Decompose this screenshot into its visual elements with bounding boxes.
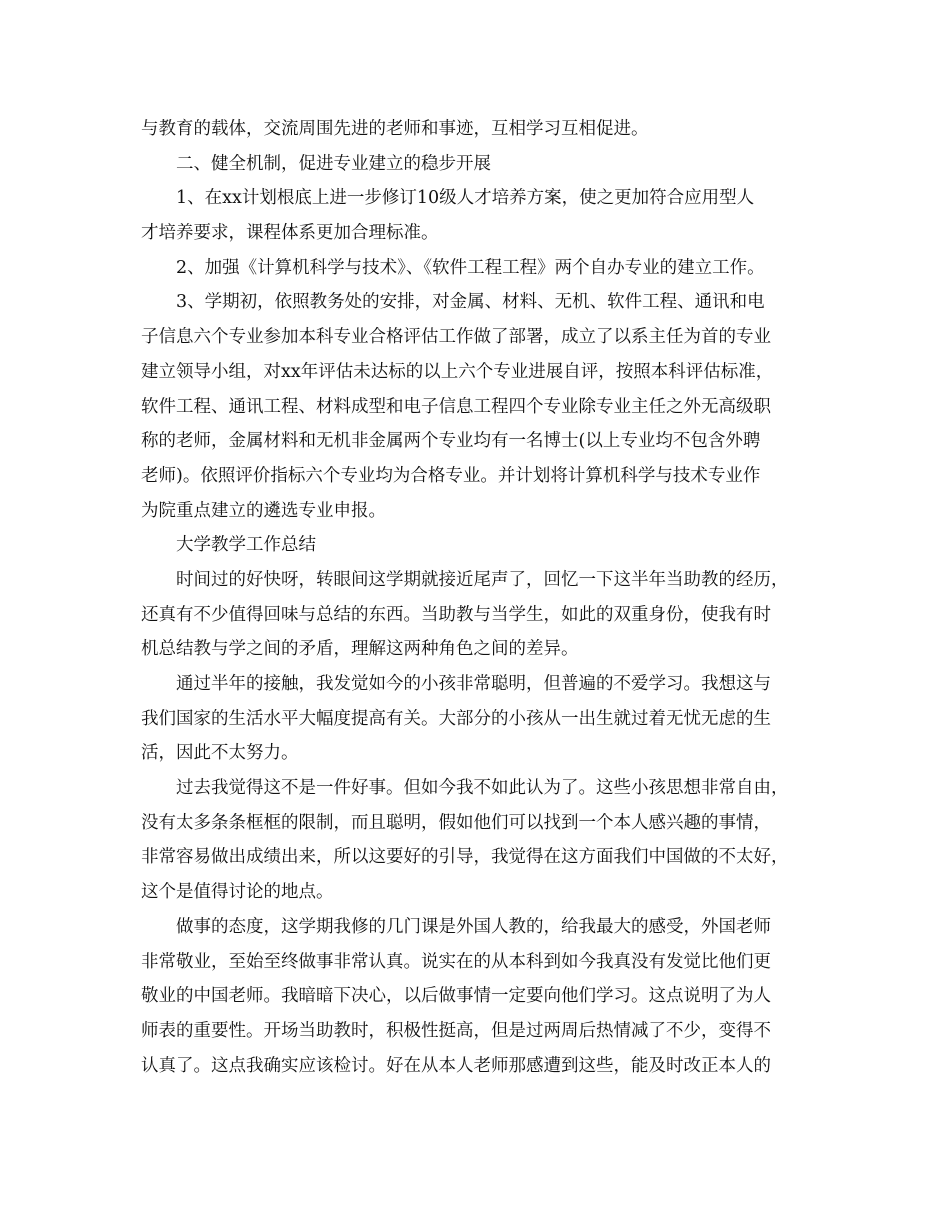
text-line: 还真有不少值得回味与总结的东西。当助教与当学生，如此的双重身份，使我有时: [141, 604, 771, 625]
text-line: 3、学期初，依照教务处的安排，对金属、材料、无机、软件工程、通讯和电: [176, 292, 765, 313]
text-line: 通过半年的接触，我发觉如今的小孩非常聪明，但普遍的不爱学习。我想这与: [176, 674, 771, 694]
text-line: 建立领导小组，对xx年评估未达标的以上六个专业进展自评，按照本科评估标准，: [141, 361, 774, 382]
text-line: 才培养要求，课程体系更加合理标准。: [141, 223, 439, 244]
text-line: 活，因此不太努力。: [141, 743, 299, 764]
document-body: [141, 112, 831, 1083]
text-line: 过去我觉得这不是一件好事。但如今我不如此认为了。这些小孩思想非常自由，: [176, 778, 789, 799]
text-line: 认真了。这点我确实应该检讨。好在从本人老师那感遭到这些，能及时改正本人的: [141, 1055, 771, 1076]
text-line: 我们国家的生活水平大幅度提高有关。大部分的小孩从一出生就过着无忧无虑的生: [141, 708, 771, 729]
text-line: 1、在xx计划根底上进一步修订10级人才培养方案，使之更加符合应用型人: [176, 188, 755, 209]
text-line: 做事的态度，这学期我修的几门课是外国人教的，给我最大的感受，外国老师: [176, 916, 771, 937]
text-line: 老师)。依照评价指标六个专业均为合格专业。并计划将计算机科学与技术专业作: [141, 465, 761, 486]
text-line: 称的老师，金属材料和无机非金属两个专业均有一名博士(以上专业均不包含外聘: [141, 431, 761, 452]
text-line: 与教育的载体，交流周围先进的老师和事迹，互相学习互相促进。: [141, 119, 649, 139]
text-line: 2、加强《计算机科学与技术》、《软件工程工程》两个自办专业的建立工作。: [176, 257, 765, 278]
text-line: 二、健全机制，促进专业建立的稳步开展: [176, 153, 491, 174]
text-line: 子信息六个专业参加本科专业合格评估工作做了部署，成立了以系主任为首的专业: [141, 327, 771, 348]
text-line: 软件工程、通讯工程、材料成型和电子信息工程四个专业除专业主任之外无高级职: [141, 396, 771, 417]
text-line: 非常敬业，至始至终做事非常认真。说实在的从本科到如今我真没有发觉比他们更: [141, 951, 771, 972]
text-line: 敬业的中国老师。我暗暗下决心，以后做事情一定要向他们学习。这点说明了为人: [141, 986, 771, 1007]
text-line: 大学教学工作总结: [176, 535, 316, 556]
text-line: 这个是值得讨论的地点。: [141, 882, 334, 903]
text-line: 时间过的好快呀，转眼间这学期就接近尾声了，回忆一下这半年当助教的经历，: [176, 569, 789, 590]
text-line: 没有太多条条框框的限制，而且聪明，假如他们可以找到一个本人感兴趣的事情，: [141, 812, 771, 833]
text-line: 非常容易做出成绩出来，所以这要好的引导，我觉得在这方面我们中国做的不太好，: [141, 847, 789, 868]
text-line: 为院重点建立的遴选专业申报。: [141, 500, 386, 521]
text-line: 机总结教与学之间的矛盾，理解这两种角色之间的差异。: [141, 639, 579, 660]
text-line: 师表的重要性。开场当助教时，积极性挺高，但是过两周后热情减了不少，变得不: [141, 1020, 771, 1041]
